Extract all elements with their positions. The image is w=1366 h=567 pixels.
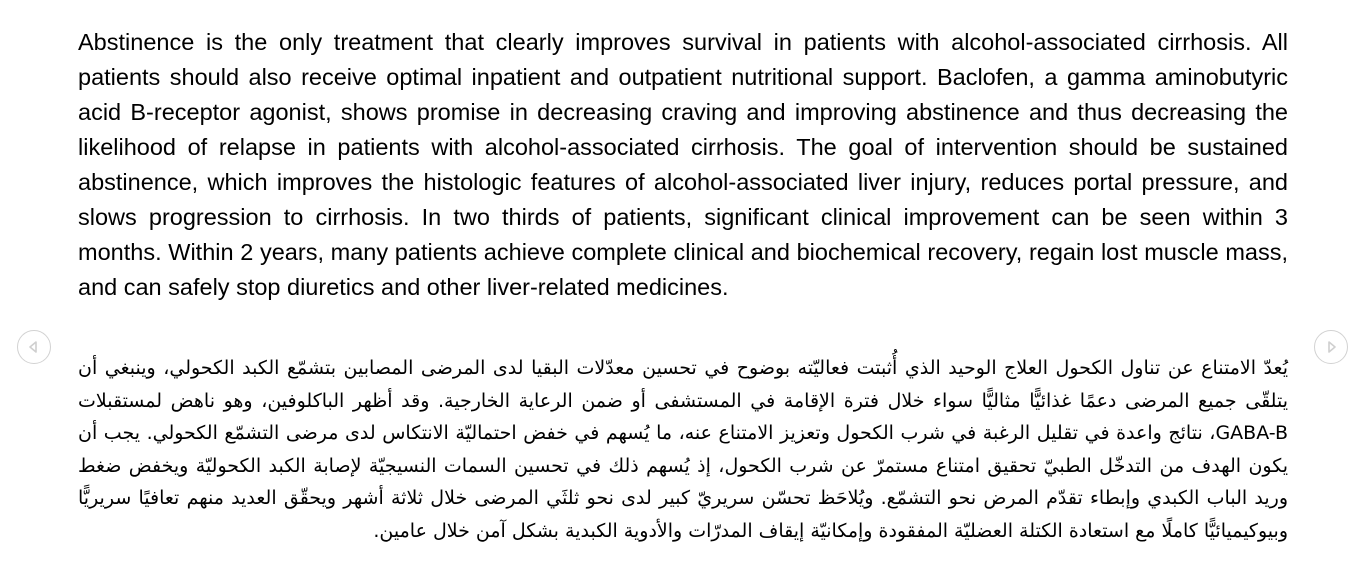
chevron-left-icon <box>27 340 41 354</box>
arabic-paragraph: يُعدّ الامتناع عن تناول الكحول العلاج الوحيد الذي أُثبتت فعاليّته بوضوح في تحسين معدّلات البقيا لدى المرضى المصابين بتشمّع الكبد الكحولي، وينبغي أن يتلقّى جميع المرضى دعمًا غذائيًّا مثاليًّا سواء خلال فترة الإقامة في المستشفى أو ضمن الرعاية الخارجية. وقد أظهر الباكلوفين، وهو ناهض لمستقبلات GABA-B، نتائج واعدة في تقليل الرغبة في شرب الكحول وتعزيز الامتناع عنه، ما يُسهم في خفض احتماليّة الانتكاس لدى مرضى التشمّع الكحولي. يجب أن يكون الهدف من التدخّل الطبيّ تحقيق امتناع مستمرّ عن شرب الكحول، إذ يُسهم ذلك في تحسين السمات النسيجيّة لإصابة الكبد الكحوليّة ويخفض ضغط وريد الباب الكبدي وإبطاء تقدّم المرض نحو التشمّع. ويُلاحَظ تحسّن سريريّ كبير لدى نحو ثلثَي المرضى خلال ثلاثة أشهر ويحقّق العديد منهم تعافيًا سريريًّا وبيوكيميائيًّا كاملًا مع استعادة الكتلة العضليّة المفقودة وإمكانيّة إيقاف المدرّات والأدوية الكبدية بشكل آمن خلال عامين. <box>78 357 1288 542</box>
chevron-right-icon <box>1324 340 1338 354</box>
previous-button[interactable] <box>17 330 51 364</box>
english-paragraph: Abstinence is the only treatment that clearly improves survival in patients with alcohol-associated cirrhosis. All patients should also receive optimal inpatient and outpatient nutritional support. Baclofen, a gamma aminobutyric acid B-receptor agonist, shows promise in decreasing craving and improving abstinence and thus decreasing the likelihood of relapse in patients with alcohol-associated cirrhosis. The goal of intervention should be sustained abstinence, which improves the histologic features of alcohol-associated liver injury, reduces portal pressure, and slows progression to cirrhosis. In two thirds of patients, significant clinical improvement can be seen within 3 months. Within 2 years, many patients achieve complete clinical and biochemical recovery, regain lost muscle mass, and can safely stop diuretics and other liver-related medicines. <box>78 29 1288 300</box>
next-button[interactable] <box>1314 330 1348 364</box>
